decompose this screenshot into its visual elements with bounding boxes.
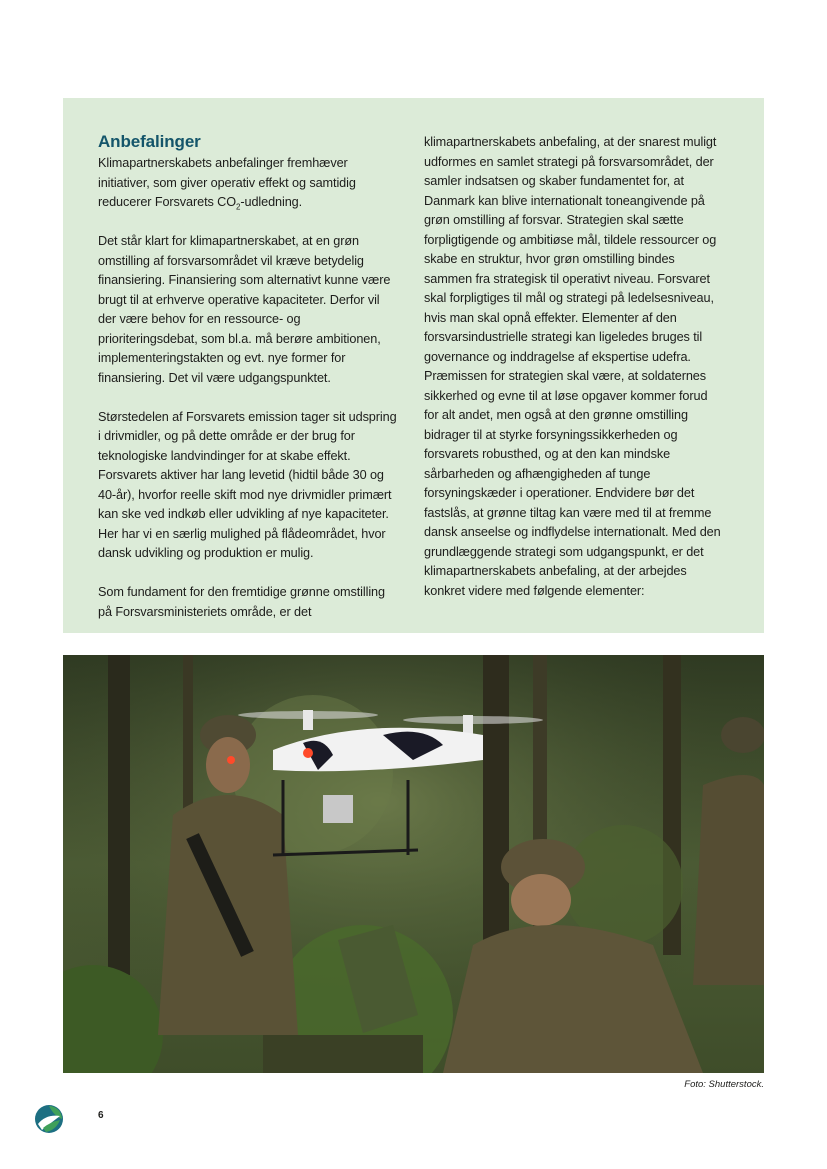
section-heading: Anbefalinger [98, 132, 201, 151]
paragraph-foundation: Som fundament for den fremtidige grønne omstilling på Forsvarsministeriets område, er det [98, 585, 385, 619]
paragraph-financing: Det står klart for klimapartnerskabet, at en grøn omstilling af forsvarsområdet vil kræve betydelig finansiering. Finansiering som alternativt kunne være brugt til at erhverve operative kapaciteter. Derfor vil der være behov for en ressource- og prioriteringsdebat, som bl.a. må berøre ambitionen, implementeringstakten og evt. nye former for finansiering. Det vil være udgangspunktet. [98, 234, 391, 385]
soldiers-drone-photo [63, 655, 764, 1073]
paragraph-fuels: Størstedelen af Forsvarets emission tager sit udspring i drivmidler, og på dette område er der brug for teknologiske landvindinger for at skabe effekt. Forsvarets aktiver har lang levetid (hidtil både 30 og 40-år), hvorfor reelle skift mod nye drivmidler primært kan ske ved indkøb eller udvikling af nye kapaciteter. Her har vi en særlig mulighed på flådeområdet, hvor dansk udvikling og produktion er mulig. [98, 409, 397, 560]
circular-leaf-logo-icon [34, 1104, 64, 1134]
co2-subscript: 2 [236, 202, 241, 212]
left-column [98, 130, 398, 622]
page-number: 6 [98, 1110, 104, 1121]
right-column [424, 133, 724, 601]
paragraph-strategy: klimapartnerskabets anbefaling, at der snarest muligt udformes en samlet strategi på forsvarsområdet, der samler indsatsen og skaber fundamentet for, at Danmark kan blive internationalt toneangivende på grøn omstilling af forsvar. Strategien skal sætte forpligtigende og ambitiøse mål, tildele ressourcer og skabe en struktur, hvor grøn omstilling bindes sammen fra strategisk til operativt niveau. Forsvaret skal forpligtiges til mål og strategi på ledelsesniveau, hvis man skal opnå effekter. Elementer af den forsvarsindustrielle strategi kan ligeledes bruges til governance og inddragelse af ekspertise udefra. Præmissen for strategien skal være, at soldaternes sikkerhed og evne til at løse opgaver kommer forud for alt andet, men også at den grønne omstilling bidrager til at styrke forsyningssikkerheden og forsvarets robusthed, og at den kan mindske sårbarheden og afhængigheden af tunge forsyningskæder i operationer. Endvidere bør det fastslås, at grønne tiltag kan være med til at fremme dansk anseelse og indflydelse internationalt. Med den grundlæggende strategi som udgangspunkt, er det klimapartnerskabets anbefaling, at der arbejdes konkret videre med følgende elementer: [424, 135, 721, 598]
intro-paragraph: Klimapartnerskabets anbefalinger fremhæver initiativer, som giver operativ effekt og samtidig reducerer Forsvarets $CO_2$-udledning. [98, 156, 356, 212]
photo-caption: Foto: Shutterstock. [684, 1079, 764, 1090]
